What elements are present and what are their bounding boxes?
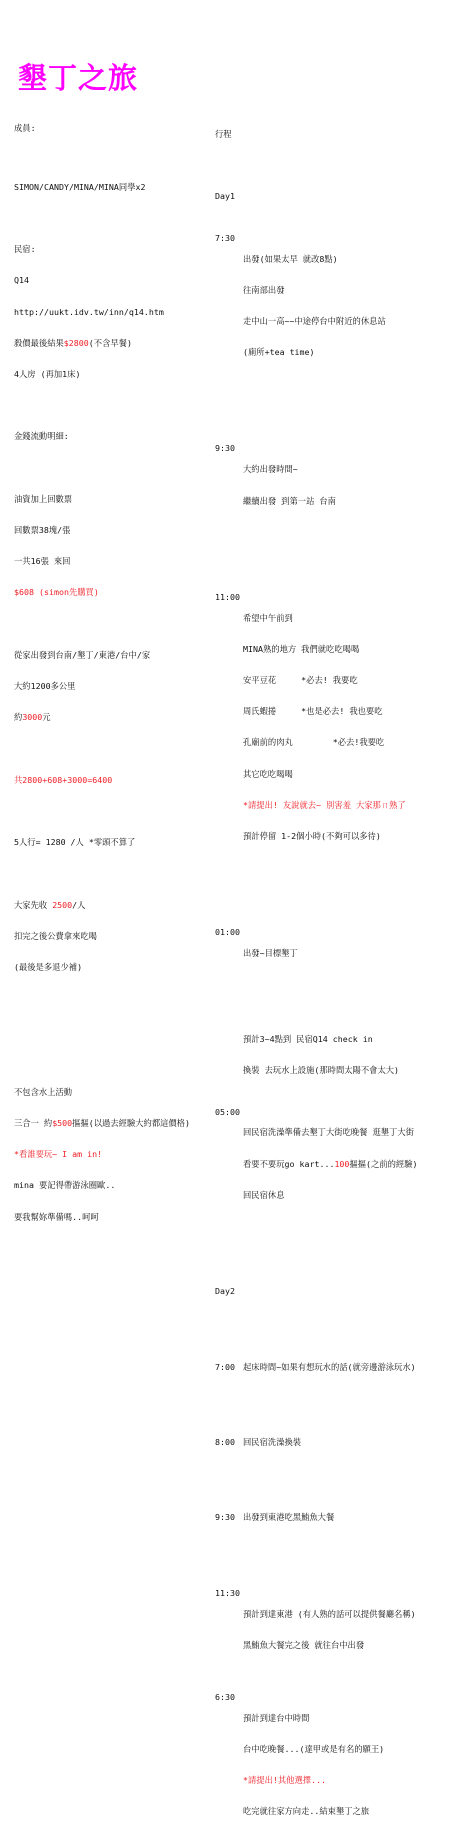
itinerary-item-d2-0700 xyxy=(215,1362,451,1372)
rooms-line: 4人房 (再加1床) xyxy=(14,369,81,380)
item-d2-0930-line1: 出發到東港吃黑鮪魚大餐 xyxy=(243,1512,335,1523)
item-d2-0630-line2: 台中吃晚餐...(達甲或是有名的願王) xyxy=(243,1743,385,1754)
members-list: SIMON/CANDY/MINA/MINA同學x2 xyxy=(14,181,146,192)
time-1100: 11:00 xyxy=(215,591,240,602)
itinerary-item-0930 xyxy=(215,443,451,526)
time-d2-0930: 9:30 xyxy=(215,1512,235,1523)
advance-amount: 2500 xyxy=(52,899,73,910)
time-d2-0800: 8:00 xyxy=(215,1436,235,1447)
item-d2-0700-line1: 起床時間~如果有想玩水的話(就旁邊游泳玩水) xyxy=(243,1361,416,1372)
deposit-pre: 殺價最後結果 xyxy=(14,337,64,348)
day2-label: Day2 xyxy=(215,1286,235,1297)
item-0100-line1: 出發~目標墾丁 xyxy=(243,948,298,959)
deposit-post: (不含早餐) xyxy=(88,337,132,348)
per-person-line: 5人行= 1280 /人 *零頭不算了 xyxy=(14,837,136,848)
combo-amount: $500 xyxy=(52,1117,73,1128)
item-d2-1130-line1: 預計到達東港 (有人熟的話可以提供餐廳名稱) xyxy=(243,1608,416,1619)
sun-line: 要我幫妳準備嗎..呵呵 xyxy=(14,1211,99,1222)
item-d2-0800-line1: 回民宿洗澡換裝 xyxy=(243,1436,302,1447)
itinerary-heading: 行程 xyxy=(215,128,232,139)
item-0730-line2: 往南部出發 xyxy=(243,284,285,295)
approx-amount: 3000 xyxy=(22,712,43,723)
item-0730-line1: 出發(如果太早 就改8點) xyxy=(243,253,338,264)
itinerary-item-0730 xyxy=(215,233,451,379)
gokart-pre: 看要不要玩go kart... xyxy=(243,1158,335,1169)
gokart-amount: 100 xyxy=(334,1158,350,1169)
combo-pre: 三合一 約 xyxy=(14,1117,53,1128)
approx-post: 元 xyxy=(42,712,51,723)
itinerary-item-0500 xyxy=(215,1107,451,1221)
time-d2-0700: 7:00 xyxy=(215,1361,235,1372)
swim-activity-line: 換裝 去玩水上設施(那時間太陽不會太大) xyxy=(243,1065,400,1076)
item-1100-line1: 希望中午前到 xyxy=(243,612,293,623)
item-0500-line3: 回民宿休息 xyxy=(243,1189,285,1200)
day1-label: Day1 xyxy=(215,191,235,202)
exclude-line: 不包含水上活動 xyxy=(14,1086,73,1097)
gokart-post: 摳摳(之前的經驗) xyxy=(349,1158,418,1169)
refund-note: (最後是多退少補) xyxy=(14,961,83,972)
itinerary-item-d2-0630 xyxy=(215,1692,451,1838)
item-0500-line1: 回民宿洗澡準備去墾丁大街吃晚餐 逛墾丁大街 xyxy=(243,1127,414,1138)
sum-line: 共2800+608+3000=6400 xyxy=(14,774,113,785)
ticket-total: 一共16張 來回 xyxy=(14,556,71,567)
route-line: 從家出發到台南/墾丁/東港/台中/家 xyxy=(14,649,151,660)
item-d2-0630-line1: 預計到達台中時間 xyxy=(243,1712,310,1723)
time-0730: 7:30 xyxy=(215,232,235,243)
time-0500: 05:00 xyxy=(215,1106,240,1117)
members-heading: 成員: xyxy=(14,122,36,133)
route-km: 大約1200多公里 xyxy=(14,681,76,692)
combo-line xyxy=(14,1118,214,1128)
fuel-approx xyxy=(14,712,214,722)
itinerary-item-1100 xyxy=(215,592,451,862)
deposit-amount: $2800 xyxy=(63,337,89,348)
itinerary-item-d2-0930 xyxy=(215,1512,451,1522)
item-d2-1130-line2: 黑鮪魚大餐完之後 就往台中出發 xyxy=(243,1639,365,1650)
advance-pre: 大家先收 xyxy=(14,899,53,910)
advance-post: /人 xyxy=(72,899,86,910)
item-0730-line4: (廁所+tea time) xyxy=(243,347,315,358)
approx-pre: 約 xyxy=(14,712,23,723)
lodging-heading: 民宿: xyxy=(14,244,36,255)
item-1100-line7: *請提出! 友說就去~ 別害羞 大家那ㄇ熟了 xyxy=(243,799,406,810)
itinerary-item-d2-1130 xyxy=(215,1588,451,1671)
item-0730-line3: 走中山一高~~中途停台中附近的休息站 xyxy=(243,316,386,327)
fuel-line: 油資加上回數票 xyxy=(14,493,73,504)
item-d2-0630-line4: 吃完就往家方向走..結束墾丁之旅 xyxy=(243,1806,370,1817)
lodging-url[interactable]: http://uukt.idv.tw/inn/q14.htm xyxy=(14,306,164,317)
item-1100-line5: 孔廟前的肉丸 *必去!我要吃 xyxy=(243,737,385,748)
swim-line: mina 要記得帶游泳圈歐.. xyxy=(14,1180,116,1191)
combo-post: 摳摳(以過去經驗大約都這價格) xyxy=(72,1117,191,1128)
right-column xyxy=(215,108,451,1848)
time-d2-0630: 6:30 xyxy=(215,1691,235,1702)
item-1100-line2: MINA熟的地方 我們就吃吃喝喝 xyxy=(243,643,360,654)
deposit-line xyxy=(14,338,214,348)
budget-heading: 金錢流動明細: xyxy=(14,431,69,442)
item-1100-line8: 預計停留 1-2個小時(不夠可以多待) xyxy=(243,830,381,841)
ticket-line: 回數票38塊/張 xyxy=(14,525,71,536)
item-d2-0630-line3: *請提出!其他選擇... xyxy=(243,1775,327,1786)
time-0930: 9:30 xyxy=(215,443,235,454)
item-1100-line6: 其它吃吃喝喝 xyxy=(243,768,293,779)
itinerary-item-0100 xyxy=(215,927,451,979)
lodging-name: Q14 xyxy=(14,275,29,286)
item-0930-line1: 大約出發時間~ xyxy=(243,464,298,475)
time-d2-1130: 11:30 xyxy=(215,1587,240,1598)
item-1100-line3: 安平豆花 *必去! 我要吃 xyxy=(243,674,358,685)
watch-line: *看誰要玩~ I am in! xyxy=(14,1149,103,1160)
left-column xyxy=(14,102,214,1232)
item-1100-line4: 周氏蝦捲 *也是必去! 我也要吃 xyxy=(243,706,383,717)
ticket-cost: $608 (simon先購買) xyxy=(14,587,99,598)
item-0930-line2: 繼續出發 到第一站 台南 xyxy=(243,495,336,506)
item-0500-line2 xyxy=(243,1159,451,1169)
checkin-line: 預計3~4點到 民宿Q14 check in xyxy=(243,1033,373,1044)
refund-line: 扣完之後公費拿來吃喝 xyxy=(14,930,97,941)
itinerary-item-d2-0800 xyxy=(215,1437,451,1447)
time-0100: 01:00 xyxy=(215,927,240,938)
page-title: 墾丁之旅 xyxy=(18,61,139,95)
advance-line xyxy=(14,900,214,910)
